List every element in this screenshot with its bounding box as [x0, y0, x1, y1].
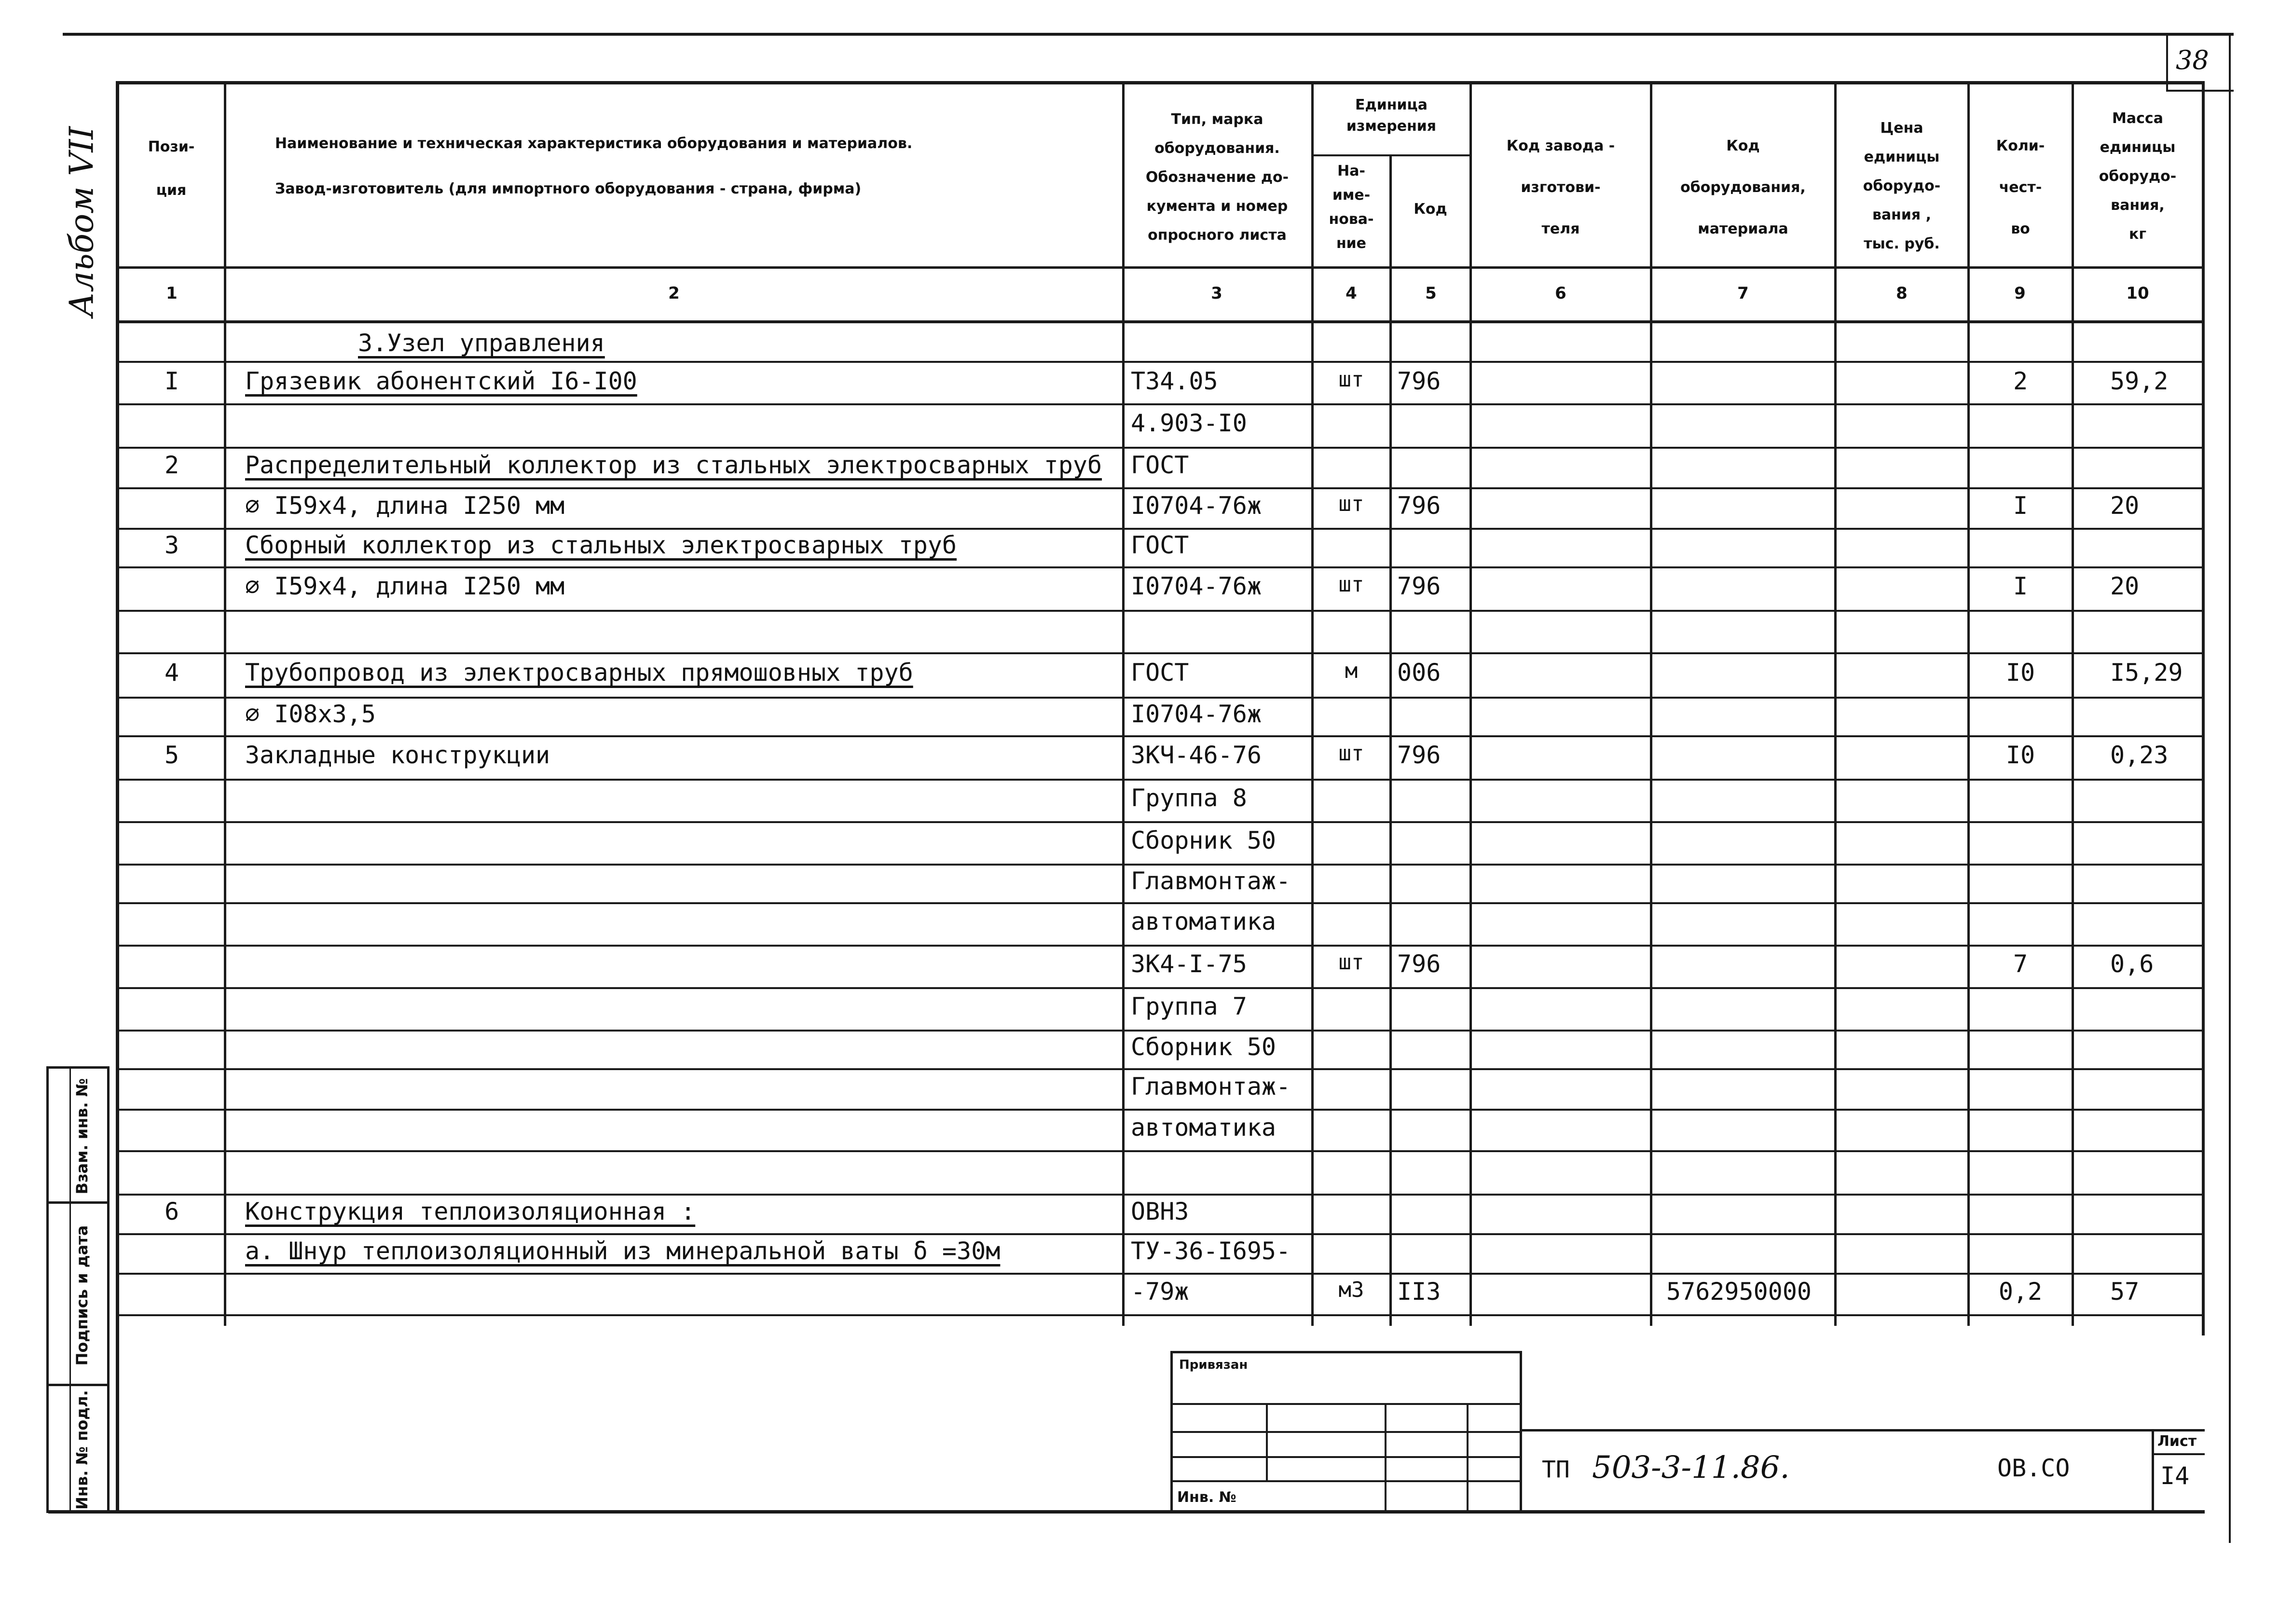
row-type: I0704-76ж — [1131, 700, 1262, 728]
table-bottom — [48, 1510, 2205, 1514]
row-line — [116, 779, 2205, 781]
row-quantity: I — [2013, 572, 2028, 600]
table-left — [116, 81, 119, 1513]
row-unit: шт — [1338, 741, 1364, 766]
row-type: ТУ-36-I695- — [1131, 1237, 1291, 1265]
row-line — [116, 1150, 2205, 1152]
column-number-3: 3 — [1211, 284, 1222, 303]
row-unit: м — [1345, 659, 1358, 683]
row-mass: 0,23 — [2110, 741, 2169, 769]
row-line — [116, 945, 2205, 947]
row-line — [116, 1273, 2205, 1275]
sheet-box-mid — [2152, 1453, 2205, 1455]
row-unit-code: 796 — [1397, 367, 1441, 395]
row-quantity: I0 — [2005, 659, 2035, 687]
side-label-vzam: Взам. инв. № — [73, 1078, 91, 1195]
col-line-7 — [1834, 81, 1837, 1326]
row-type: ГОСТ — [1131, 531, 1189, 559]
row-name: Грязевик абонентский I6-I00 — [245, 367, 637, 395]
row-type: I0704-76ж — [1131, 492, 1262, 520]
row-line — [116, 447, 2205, 449]
header-name-line1: Наименование и техническая характеристика оборудования и материалов. — [275, 135, 913, 152]
row-line — [116, 566, 2205, 568]
section-row-line — [116, 361, 2205, 363]
col-line-8 — [1967, 81, 1970, 1326]
row-position: 2 — [164, 451, 179, 479]
header-position: Пози- ция — [148, 138, 195, 199]
row-type: автоматика — [1131, 908, 1277, 936]
header-material-code: Код оборудования, материала — [1680, 138, 1806, 237]
row-unit-code: 006 — [1397, 659, 1441, 687]
header-qty: Коли- чест- во — [1996, 138, 2045, 237]
row-line — [116, 697, 2205, 699]
right-border-line — [2229, 33, 2231, 1543]
title-block-top — [1520, 1429, 2205, 1431]
header-name-line2: Завод-изготовитель (для импортного оборудования - страна, фирма) — [275, 180, 862, 197]
row-line — [116, 902, 2205, 904]
row-type: -79ж — [1131, 1278, 1189, 1306]
row-quantity: I — [2013, 492, 2028, 520]
row-name: ∅ I59х4, длина I250 мм — [245, 492, 565, 520]
header-unit-name: На- име- нова- ние — [1329, 163, 1374, 252]
row-mass: 20 — [2110, 572, 2140, 600]
row-unit-code: 796 — [1397, 950, 1441, 978]
side-label-podpis: Подпись и дата — [73, 1225, 91, 1366]
stamp-col3 — [1467, 1403, 1469, 1513]
col-line-9 — [2072, 81, 2074, 1326]
row-name: ∅ I08х3,5 — [245, 700, 376, 728]
row-name: Конструкция теплоизоляционная : — [245, 1197, 696, 1225]
stamp-row4 — [1170, 1480, 1522, 1482]
row-unit: шт — [1338, 367, 1364, 392]
page-box-bottom — [2166, 90, 2234, 92]
row-position: 5 — [164, 741, 179, 769]
row-position: I — [164, 367, 179, 395]
table-right — [2202, 81, 2205, 1335]
row-name: ∅ I59х4, длина I250 мм — [245, 572, 565, 600]
top-border-line — [63, 33, 2234, 36]
row-type: Т34.05 — [1131, 367, 1218, 395]
side-strip-inner — [69, 1066, 71, 1513]
row-line — [116, 610, 2205, 612]
col-line-5 — [1469, 81, 1472, 1326]
row-line — [116, 1233, 2205, 1235]
header-mass: Масса единицы оборудо- вания, кг — [2099, 110, 2177, 243]
row-line — [116, 864, 2205, 866]
sheet-label: Лист — [2157, 1433, 2197, 1450]
row-type: I0704-76ж — [1131, 572, 1262, 600]
row-position: 6 — [164, 1197, 179, 1225]
row-line — [116, 1030, 2205, 1032]
row-mass: I5,29 — [2110, 659, 2183, 687]
row-line — [116, 987, 2205, 989]
table-top — [116, 81, 2205, 84]
row-unit: шт — [1338, 572, 1364, 597]
stamp-row3 — [1170, 1456, 1522, 1458]
section-title: 3.Узел управления — [358, 329, 605, 357]
stamp-box-top — [1170, 1351, 1522, 1353]
stamp-col1 — [1266, 1403, 1268, 1480]
column-number-5: 5 — [1425, 284, 1437, 303]
column-number-2: 2 — [668, 284, 680, 303]
header-price: Цена единицы оборудо- вания , тыс. руб. — [1863, 120, 1941, 252]
page-number: 38 — [2176, 45, 2209, 75]
row-type: ГОСТ — [1131, 659, 1189, 687]
column-number-9: 9 — [2014, 284, 2026, 303]
header-type: Тип, марка оборудования. Обозначение до- кумента и номер опросного листа — [1145, 111, 1289, 244]
row-type: Главмонтаж- — [1131, 1073, 1291, 1101]
row-type: ГОСТ — [1131, 451, 1189, 479]
row-line — [116, 1194, 2205, 1196]
side-label-inv: Инв. № подл. — [73, 1390, 91, 1510]
row-type: Сборник 50 — [1131, 1033, 1277, 1061]
column-number-10: 10 — [2126, 284, 2149, 303]
header-factory-code: Код завода - изготови- теля — [1506, 138, 1615, 237]
row-line — [116, 403, 2205, 405]
row-line — [116, 1314, 2205, 1316]
stamp-privyazan: Привязан — [1179, 1358, 1248, 1372]
column-number-4: 4 — [1345, 284, 1357, 303]
stamp-row1 — [1170, 1403, 1522, 1405]
row-type: Группа 7 — [1131, 992, 1247, 1020]
row-type: 4.903-I0 — [1131, 409, 1247, 437]
column-number-8: 8 — [1896, 284, 1908, 303]
row-type: ЗКЧ-46-76 — [1131, 741, 1262, 769]
row-line — [116, 487, 2205, 489]
col-line-3 — [1311, 81, 1314, 1326]
row-unit-code: 796 — [1397, 572, 1441, 600]
row-unit: шт — [1338, 950, 1364, 975]
row-unit: шт — [1338, 492, 1364, 516]
row-line — [116, 1068, 2205, 1070]
stamp-row2 — [1170, 1431, 1522, 1433]
col-line-1 — [224, 81, 226, 1326]
col-line-6 — [1650, 81, 1652, 1326]
doc-mark: ОВ.СО — [1997, 1454, 2070, 1482]
header-bottom — [116, 266, 2205, 269]
stamp-col2 — [1385, 1403, 1387, 1513]
row-line — [116, 652, 2205, 654]
row-type: Группа 8 — [1131, 784, 1247, 812]
side-strip-left — [46, 1066, 49, 1513]
row-unit-code: 796 — [1397, 741, 1441, 769]
header-unit-code: Код — [1414, 201, 1447, 218]
column-number-6: 6 — [1555, 284, 1566, 303]
row-mass: 0,6 — [2110, 950, 2154, 978]
row-mass: 59,2 — [2110, 367, 2169, 395]
sheet-number: I4 — [2160, 1462, 2190, 1490]
row-position: 4 — [164, 659, 179, 687]
doc-code: 503-3-11.86. — [1592, 1450, 1790, 1486]
header-unit-group: Единица измерения — [1346, 96, 1437, 135]
row-name: Сборный коллектор из стальных электросварных труб — [245, 531, 957, 559]
row-quantity: I0 — [2005, 741, 2035, 769]
col-line-2 — [1122, 81, 1125, 1326]
row-unit-code: II3 — [1397, 1278, 1441, 1306]
unit-group-line — [1312, 154, 1471, 156]
row-quantity: 0,2 — [1998, 1278, 2043, 1306]
row-position: 3 — [164, 531, 179, 559]
side-strip-right — [107, 1066, 110, 1513]
doc-code-prefix: ТП — [1542, 1456, 1570, 1483]
column-number-1: 1 — [166, 284, 178, 303]
row-line — [116, 1109, 2205, 1111]
row-type: автоматика — [1131, 1114, 1277, 1142]
row-mass: 57 — [2110, 1278, 2140, 1306]
row-name: Распределительный коллектор из стальных электросварных труб — [245, 451, 1102, 479]
row-type: ОВНЗ — [1131, 1197, 1189, 1225]
stamp-inv-no: Инв. № — [1177, 1489, 1236, 1506]
row-type: Сборник 50 — [1131, 826, 1277, 854]
sheet-box-left — [2152, 1429, 2154, 1513]
row-unit: м3 — [1338, 1278, 1364, 1302]
row-material-code: 5762950000 — [1666, 1278, 1812, 1306]
column-number-7: 7 — [1737, 284, 1749, 303]
row-line — [116, 821, 2205, 823]
album-mark: Альбом VII — [63, 126, 101, 317]
row-name: Закладные конструкции — [245, 741, 550, 769]
colnum-bottom — [116, 320, 2205, 323]
row-quantity: 7 — [2013, 950, 2028, 978]
row-name: Трубопровод из электросварных прямошовных труб — [245, 659, 913, 687]
row-line — [116, 528, 2205, 530]
row-type: Главмонтаж- — [1131, 867, 1291, 895]
row-mass: 20 — [2110, 492, 2140, 520]
row-name: а. Шнур теплоизоляционный из минеральной ваты δ =30м — [245, 1237, 1001, 1265]
row-quantity: 2 — [2013, 367, 2028, 395]
row-unit-code: 796 — [1397, 492, 1441, 520]
row-type: ЗК4-I-75 — [1131, 950, 1247, 978]
row-line — [116, 735, 2205, 737]
